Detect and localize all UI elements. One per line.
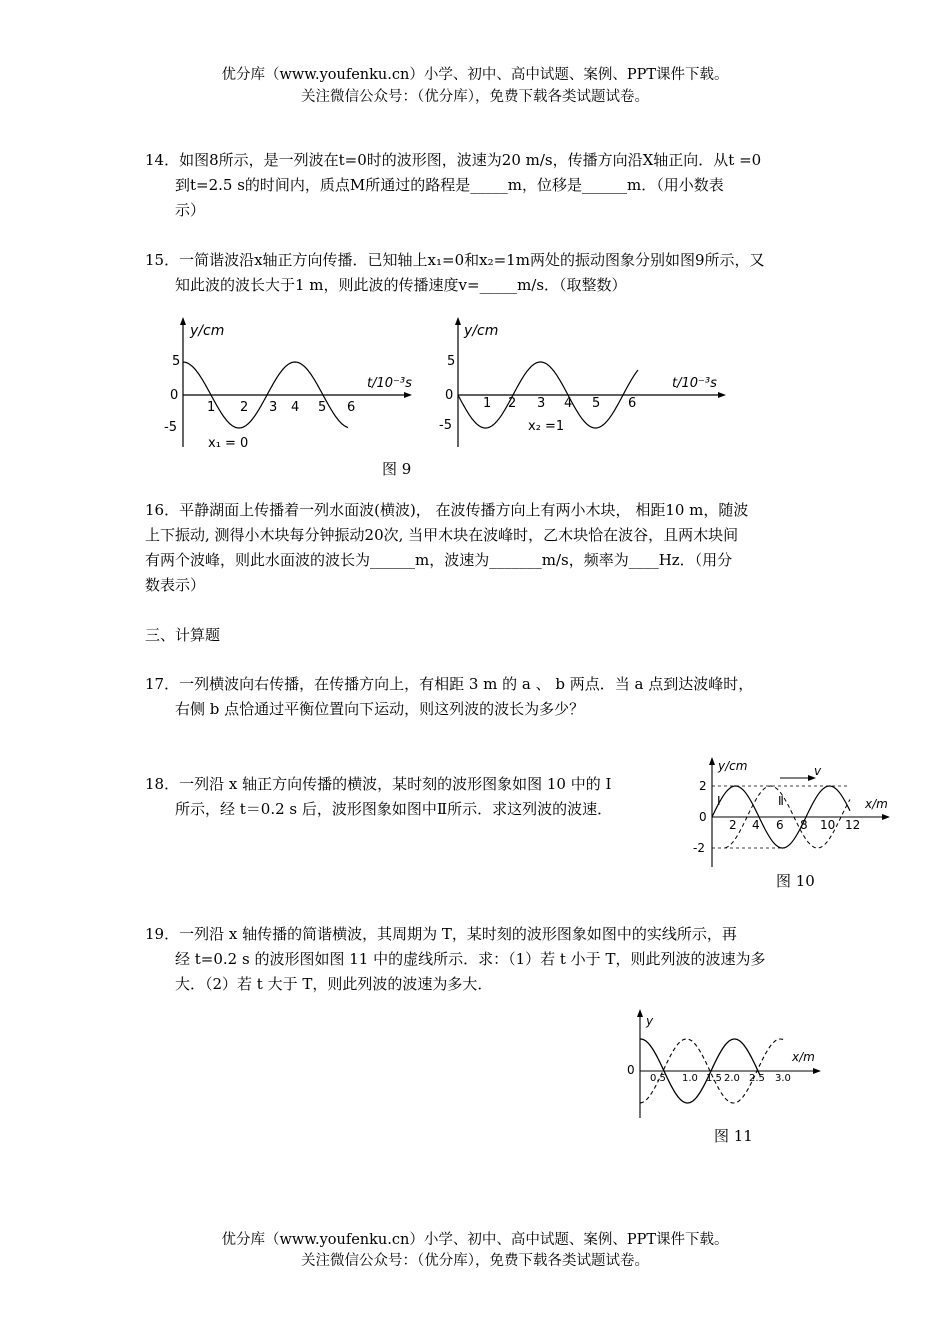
fig10-xtick-8: 8 (800, 818, 808, 832)
fig9-left-xtick-4: 4 (291, 400, 300, 415)
fig10-xtick-10: 10 (820, 818, 836, 832)
footer-line-1: 优分库（www.youfenku.cn）小学、初中、高中试题、案例、PPT课件下载。 (221, 1232, 729, 1248)
figure-10 (690, 755, 895, 870)
question-18 (145, 772, 685, 822)
fig9-left-label: x₁ = 0 (208, 436, 249, 451)
fig11-xtick-3.0: 3.0 (775, 1073, 791, 1084)
fig9-left-ylabel: y/cm (190, 323, 225, 339)
fig11-xlabel: x/m (792, 1050, 815, 1064)
fig9-right-graph (439, 317, 726, 447)
fig10-label-1: Ⅰ (717, 794, 721, 808)
fig9-left-graph (164, 317, 412, 451)
q16-line-2: 上下振动, 测得小木块每分钟振动20次, 当甲木块在波峰时，乙木块恰在波谷，且两木块间 (145, 526, 739, 544)
fig9-right-xtick-2: 2 (508, 396, 517, 411)
header-line-1: 优分库（www.youfenku.cn）小学、初中、高中试题、案例、PPT课件下载。 (221, 67, 729, 83)
fig9-left-ytick-neg5: -5 (164, 420, 177, 435)
q19-line-1: 19．一列沿 x 轴传播的简谐横波，其周期为 T，某时刻的波形图象如图中的实线所示，再 (145, 925, 737, 943)
fig10-v-label: v (814, 764, 822, 778)
fig11-origin: 0 (627, 1063, 635, 1077)
fig11-xtick-2.0: 2.0 (724, 1073, 740, 1084)
q18-line-2: 所示，经 t＝0.2 s 后，波形图象如图中Ⅱ所示．求这列波的波速． (175, 800, 613, 818)
fig9-right-label: x₂ =1 (528, 419, 565, 434)
fig9-left-xlabel: t/10⁻³s (367, 376, 412, 391)
question-14 (145, 148, 810, 223)
fig9-right-xlabel: t/10⁻³s (672, 376, 717, 391)
fig9-right-xtick-5: 5 (592, 396, 601, 411)
q19-line-3: 大．（2）若 t 大于 T，则此列波的波速为多大． (175, 975, 493, 993)
q15-line-2: 知此波的波长大于1 m，则此波的传播速度v=_____m/s．（取整数） (175, 276, 627, 294)
fig10-ytick-2: 2 (699, 779, 707, 793)
fig9-caption: 图 9 (382, 460, 412, 478)
fig9-right-xtick-6: 6 (628, 396, 637, 411)
fig9-right-ylabel: y/cm (464, 323, 499, 339)
section-3-title: 三、计算题 (145, 626, 221, 644)
figure-9 (160, 315, 760, 455)
q16-line-1: 16．平静湖面上传播着一列水面波(横波)， 在波传播方向上有两小木块， 相距10 m，随波 (145, 501, 749, 519)
fig10-xtick-4: 4 (752, 818, 760, 832)
q17-line-1: 17．一列横波向右传播，在传播方向上，有相距 3 m 的 a 、 b 两点．当 a 点到达波峰时， (145, 675, 754, 693)
question-15 (145, 248, 810, 298)
q14-line-2: 到t=2.5 s的时间内，质点M所通过的路程是_____m，位移是______m．（用小数表 (175, 176, 724, 194)
fig10-ylabel: y/cm (718, 759, 748, 773)
q15-line-1: 15．一简谐波沿x轴正方向传播．已知轴上x₁=0和x₂=1m两处的振动图象分别如图9所示，又 (145, 251, 765, 269)
q17-line-2: 右侧 b 点恰通过平衡位置向下运动，则这列波的波长为多少？ (175, 700, 585, 718)
question-16 (145, 498, 810, 598)
fig10-xtick-2: 2 (729, 818, 737, 832)
fig11-xtick-1.5: 1.5 (706, 1073, 722, 1084)
q16-line-3: 有两个波峰，则此水面波的波长为______m，波速为_______m/s，频率为____Hz．（用分 (145, 551, 733, 569)
fig10-label-2: Ⅱ (778, 794, 784, 808)
fig11-ylabel: y (646, 1014, 654, 1028)
question-19 (145, 922, 810, 997)
fig9-left-xtick-6: 6 (347, 400, 356, 415)
fig9-left-xtick-2: 2 (240, 400, 249, 415)
question-17 (145, 672, 810, 722)
fig10-xlabel: x/m (865, 797, 888, 811)
fig11-xtick-2.5: 2.5 (749, 1073, 765, 1084)
fig9-right-xtick-3: 3 (537, 396, 546, 411)
fig9-left-ytick-5: 5 (172, 354, 181, 369)
fig9-left-xtick-5: 5 (318, 400, 327, 415)
fig9-right-ytick-neg5: -5 (439, 418, 452, 433)
footer-line-2: 关注微信公众号：（优分库），免费下载各类试题试卷。 (301, 1253, 649, 1269)
fig9-left-xtick-1: 1 (207, 400, 216, 415)
figure-11 (620, 1008, 825, 1120)
q14-line-3: 示） (175, 201, 206, 219)
q16-line-4: 数表示） (145, 576, 206, 594)
fig10-ytick-0: 0 (699, 810, 707, 824)
fig10-ytick-neg2: -2 (693, 841, 705, 855)
fig9-right-xtick-1: 1 (483, 396, 492, 411)
q18-line-1: 18．一列沿 x 轴正方向传播的横波，某时刻的波形图象如图 10 中的 Ⅰ (145, 775, 612, 793)
fig9-right-ytick-5: 5 (447, 354, 456, 369)
fig11-caption: 图 11 (714, 1127, 753, 1145)
q14-line-1: 14．如图8所示，是一列波在t=0时的波形图，波速为20 m/s，传播方向沿X轴正向．从t =0 (145, 151, 762, 169)
fig9-left-ytick-0: 0 (170, 388, 179, 403)
fig9-left-xtick-3: 3 (269, 400, 278, 415)
fig11-xtick-1.0: 1.0 (682, 1073, 698, 1084)
fig10-xtick-6: 6 (776, 818, 784, 832)
header-line-2: 关注微信公众号：（优分库），免费下载各类试题试卷。 (301, 89, 649, 105)
q19-line-2: 经 t=0.2 s 的波形图如图 11 中的虚线所示．求：（1）若 t 小于 T，则此列波的波速为多 (175, 950, 766, 968)
fig11-xtick-0.5: 0.5 (650, 1073, 666, 1084)
fig10-xtick-12: 12 (845, 818, 861, 832)
fig10-caption: 图 10 (776, 872, 815, 890)
fig9-right-xtick-4: 4 (564, 396, 573, 411)
fig9-right-ytick-0: 0 (445, 388, 454, 403)
